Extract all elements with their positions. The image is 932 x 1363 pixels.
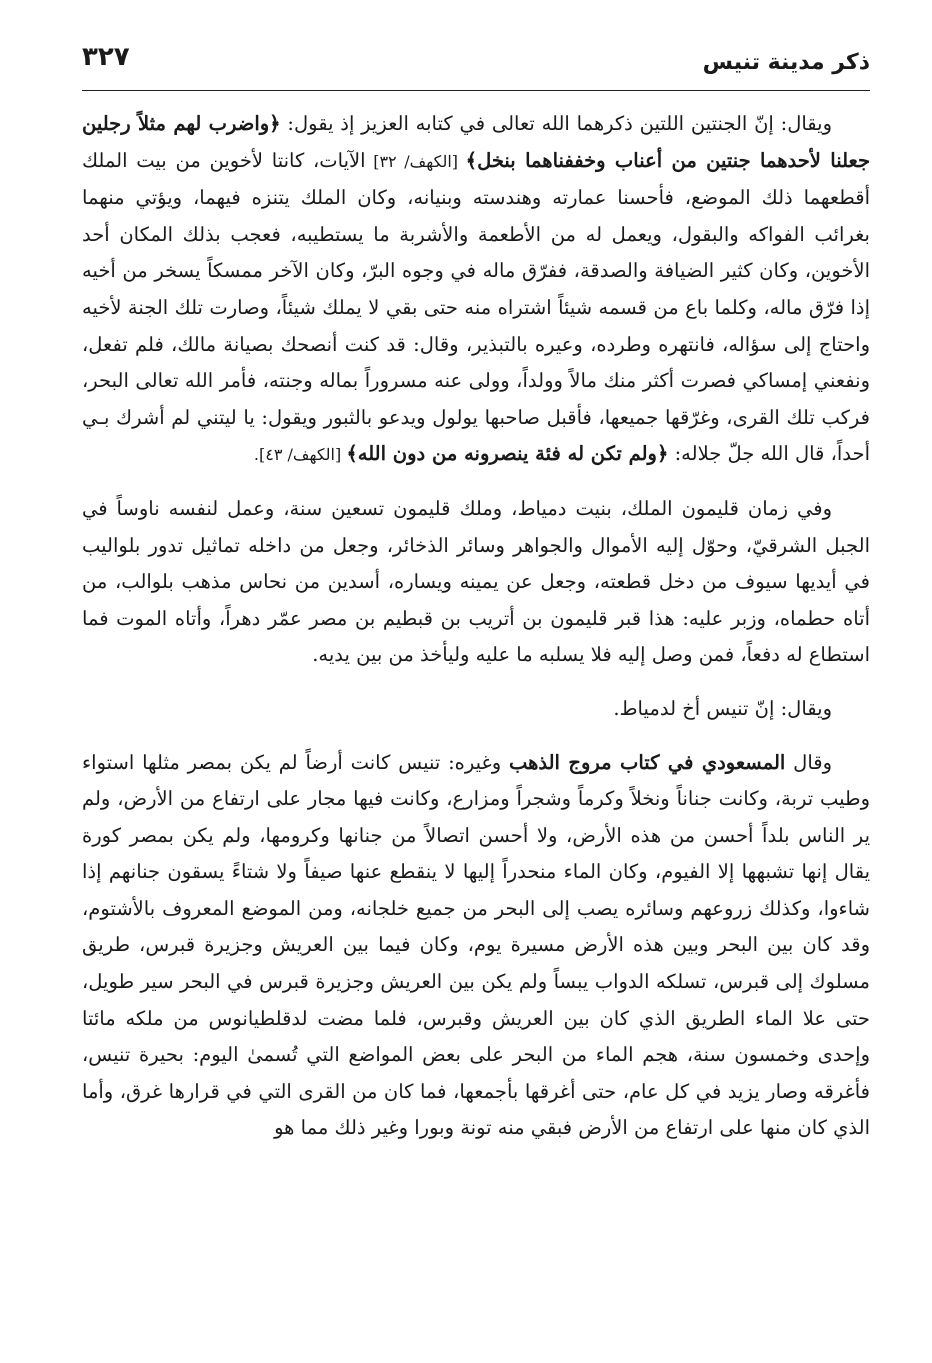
- verse-reference: [الكهف/ ٤٣].: [253, 445, 347, 465]
- running-title: ذكر مدينة تنيس: [702, 50, 870, 75]
- paragraph-text: وقال: [785, 750, 832, 774]
- page-header: [82, 34, 870, 91]
- quran-verse: ﴿ولم تكن له فئة ينصرونه من دون الله﴾: [346, 442, 669, 466]
- paragraph-masudi: [82, 745, 870, 1148]
- paragraph-text: وغيره: تنيس كانت أرضاً لم يكن بمصر مثلها استواء وطيب تربة، وكانت جناناً ونخلاً وكرماً وشجراً ومزارع، وكانت فيها مجار على ارتفاع من الأرض، ولم ير الناس بلداً أحسن من هذه الأرض، ولا أحسن اتصالاً من جنانها وكرومها، ولم يكن بمصر كورة يقال إنها تشبهها إلا الفيوم، وكان الماء منحدراً إليها لا ينقطع عنها صيفاً ولا شتاءً يسقون جنانهم إذا شاءوا، وكذلك زروعهم وسائره يصب إلى البحر من جميع خلجانه، ومن الموضع المعروف بالأشتوم، وقد كان بين البحر وبين هذه الأرض مسيرة يوم، وكان فيما بين العريش وجزيرة قبرس، طريق مسلوك إلى قبرس، تسلكه الدواب يبساً ولم يكن بين العريش وجزيرة قبرس في البحر سير طويل، حتى علا الماء الطريق الذي كان بين العريش وقبرس، فلما مضت لدقلطيانوس من ملكه مائتا وإحدى وخمسون سنة، هجم الماء من البحر على بعض المواضع التي تُسمىٰ اليوم: بحيرة تنيس، فأغرقه وصار يزيد في كل عام، حتى أغرقها بأجمعها، فما كان من القرى التي في قرارها غرق، وأما الذي كان منها على ارتفاع من الأرض فبقي منه تونة وبورا وغير ذلك مما هو: [82, 750, 870, 1140]
- verse-reference: [الكهف/ ٣٢]: [365, 151, 466, 171]
- quran-verse: ﴿واضرب لهم مثلاً رجلين جعلنا لأحدهما جنتين من أعناب وخففناهما بنخل﴾: [82, 112, 871, 172]
- paragraph-text: الآيات، كانتا لأخوين من بيت الملك أقطعهما ذلك الموضع، فأحسنا عمارته وهندسته وبنيانه، وكان الملك يتنزه فيهما، ويؤتي منهما بغرائب الفواكه والبقول، ويعمل له من الأطعمة والأشربة ما يستطيبه، فعجب بذلك المكان أحد الأخوين، وكان كثير الضيافة والصدقة، ففرّق ماله في وجوه البرّ، وكان الآخر ممسكاً يسخر من أخيه إذا فرّق ماله، وكلما باع من قسمه شيئاً اشتراه منه حتى بقي لا يملك شيئاً، وصارت تلك الجنة لأخيه واحتاج إلى سؤاله، فانتهره وطرده، وعيره بالتبذير، وقال: قد كنت أنصحك بصيانة مالك، فلم تفعل، ونفعني إمساكي فصرت أكثر منك مالاً وولداً، وولى عنه مسروراً بماله وجنته، فأمر الله تعالى البحر، فركب تلك القرى، وغرّقها جميعها، فأقبل صاحبها يولول ويدعو بالثبور ويقول: يا ليتني لم أشرك بـي أحداً، قال الله جلّ جلاله:: [82, 148, 870, 466]
- source-citation: المسعودي في كتاب مروج الذهب: [508, 750, 786, 774]
- text-body: [82, 106, 870, 1164]
- paragraph-gardens: [82, 106, 870, 474]
- paragraph-qalimun: وفي زمان قليمون الملك، بنيت دمياط، وملك قليمون تسعين سنة، وعمل لنفسه ناوساً في الجبل الشرقيّ، وحوّل إليه الأموال والجواهر وسائر الذخائر، وجعل من داخله تماثيل تدور بلواليب في أيديها سيوف من دخل قطعته، وجعل عن يمينه ويساره، أسدين من نحاس مذهب بلوالب، من أتاه حطماه، وزبر عليه: هذا قبر قليمون بن أتريب بن قبطيم بن مصر عمّر دهراً، وأتاه الموت فما استطاع له دفعاً، فمن وصل إليه فلا يسلبه ما عليه وليأخذ من بين يديه.: [82, 496, 870, 667]
- paragraph-tinnis-brother: ويقال: إنّ تنيس أخ لدمياط.: [613, 696, 832, 720]
- page-number: ٣٢٧: [82, 42, 130, 72]
- paragraph-text: ويقال: إنّ الجنتين اللتين ذكرهما الله تعالى في كتابه العزيز إذ يقول:: [280, 112, 833, 135]
